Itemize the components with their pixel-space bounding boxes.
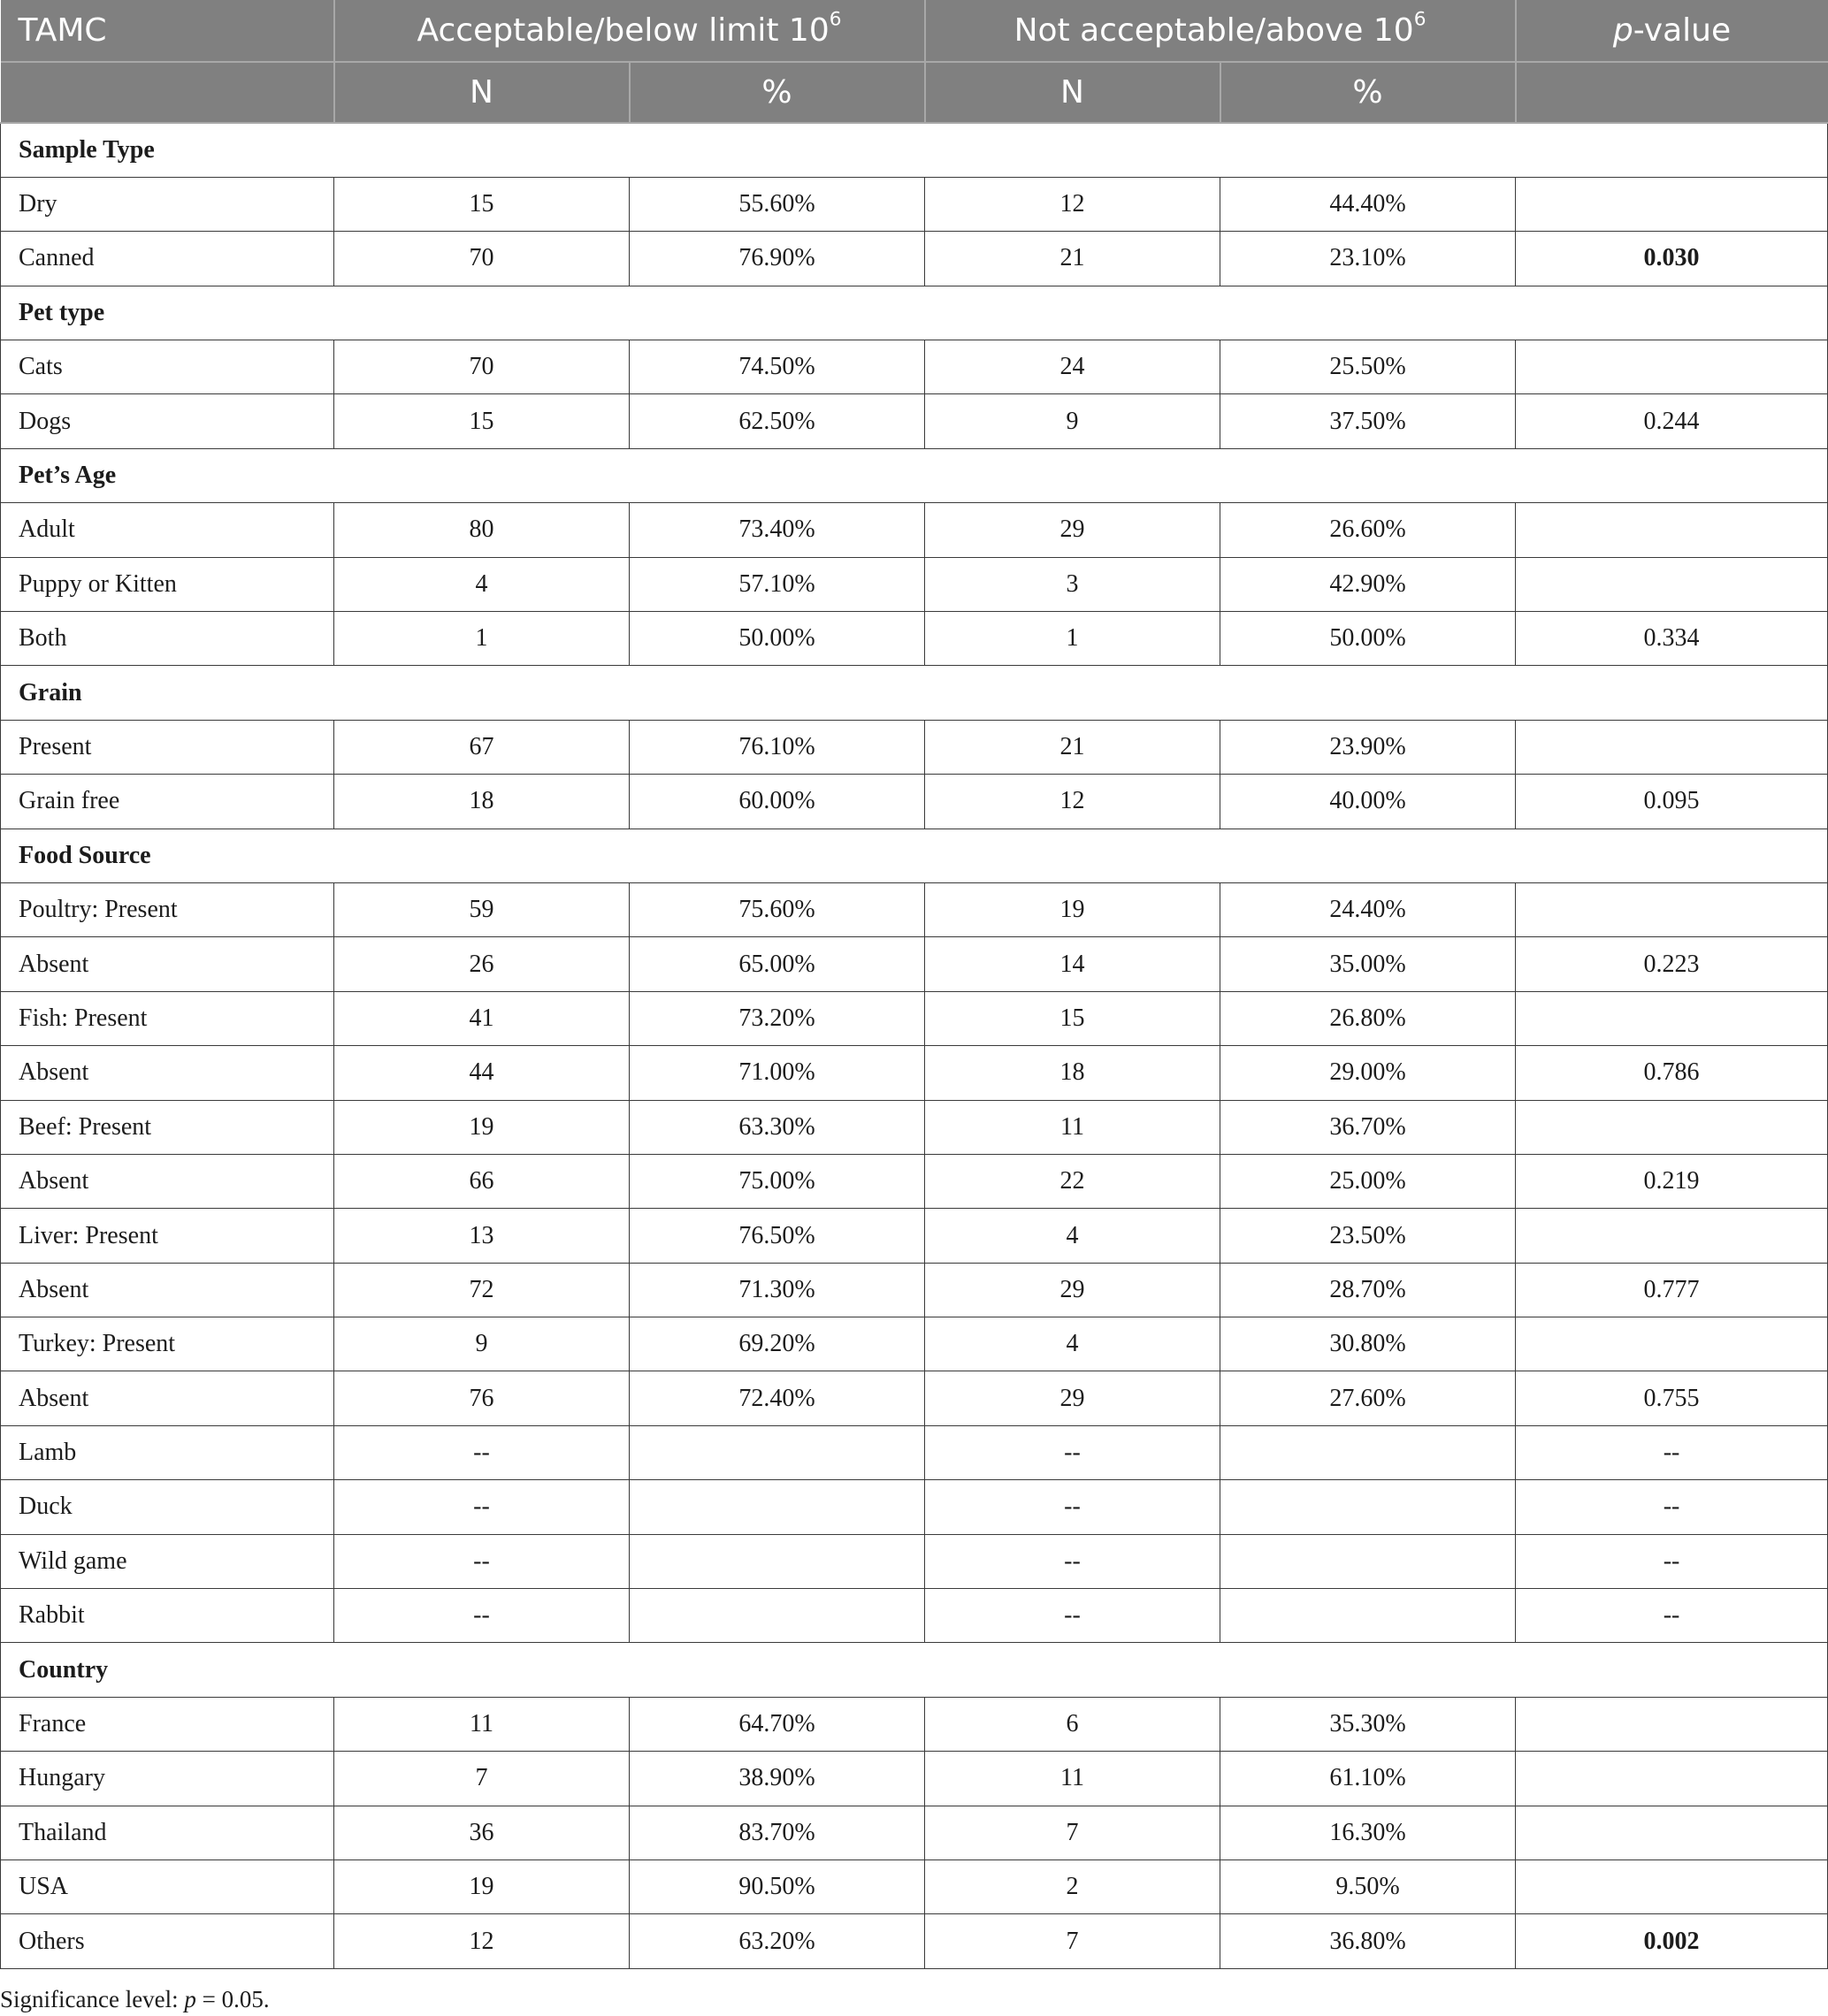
cell-acceptable-pct: 60.00% (630, 775, 925, 829)
cell-pvalue: -- (1516, 1425, 1828, 1479)
cell-not-acceptable-n: 14 (925, 937, 1220, 991)
cell-not-acceptable-pct: 28.70% (1220, 1263, 1516, 1317)
table-row (1, 232, 1828, 286)
cell-not-acceptable-pct: 61.10% (1220, 1752, 1516, 1806)
section-title: Food Source (1, 829, 1828, 882)
cell-acceptable-n: 70 (334, 340, 630, 394)
cell-acceptable-n: 44 (334, 1046, 630, 1100)
section-row (1, 829, 1828, 882)
cell-acceptable-pct: 73.40% (630, 503, 925, 557)
cell-not-acceptable-n: 29 (925, 503, 1220, 557)
cell-acceptable-n: 4 (334, 557, 630, 611)
cell-not-acceptable-pct: 37.50% (1220, 394, 1516, 448)
row-label: Grain free (1, 775, 334, 829)
cell-acceptable-n: 66 (334, 1154, 630, 1208)
table-row (1, 340, 1828, 394)
row-label: Rabbit (1, 1589, 334, 1643)
cell-not-acceptable-n: 21 (925, 720, 1220, 774)
table-row (1, 1697, 1828, 1751)
section-row (1, 1643, 1828, 1697)
cell-acceptable-n: 36 (334, 1806, 630, 1859)
cell-acceptable-pct: 73.20% (630, 991, 925, 1045)
row-label: Absent (1, 1154, 334, 1208)
cell-acceptable-n: 15 (334, 394, 630, 448)
header-acceptable-exponent: 6 (829, 8, 842, 31)
cell-acceptable-n: 72 (334, 1263, 630, 1317)
cell-pvalue: 0.219 (1516, 1154, 1828, 1208)
cell-acceptable-pct: 83.70% (630, 1806, 925, 1859)
cell-acceptable-n: 19 (334, 1100, 630, 1154)
row-label: Absent (1, 1046, 334, 1100)
table-row (1, 991, 1828, 1045)
cell-not-acceptable-pct: 23.50% (1220, 1209, 1516, 1263)
cell-not-acceptable-n: 29 (925, 1263, 1220, 1317)
header-sub-n2: N (925, 62, 1220, 123)
section-row (1, 666, 1828, 720)
cell-acceptable-n: -- (334, 1589, 630, 1643)
footnote-suffix: = 0.05. (195, 1986, 270, 2012)
cell-acceptable-pct: 75.00% (630, 1154, 925, 1208)
row-label: Puppy or Kitten (1, 557, 334, 611)
cell-acceptable-n: 26 (334, 937, 630, 991)
cell-pvalue (1516, 1100, 1828, 1154)
section-title: Grain (1, 666, 1828, 720)
header-pvalue (1516, 0, 1828, 62)
row-label: Cats (1, 340, 334, 394)
cell-not-acceptable-n: 12 (925, 775, 1220, 829)
table-row (1, 177, 1828, 231)
cell-not-acceptable-n: 7 (925, 1806, 1220, 1859)
row-label: Liver: Present (1, 1209, 334, 1263)
cell-not-acceptable-pct: 25.50% (1220, 340, 1516, 394)
header-not-acceptable (925, 0, 1516, 62)
cell-pvalue (1516, 1806, 1828, 1859)
cell-acceptable-n: 12 (334, 1914, 630, 1968)
cell-acceptable-pct: 50.00% (630, 612, 925, 666)
cell-not-acceptable-pct: 24.40% (1220, 882, 1516, 936)
cell-pvalue (1516, 340, 1828, 394)
cell-not-acceptable-pct: 23.90% (1220, 720, 1516, 774)
cell-not-acceptable-pct: 35.30% (1220, 1697, 1516, 1751)
cell-not-acceptable-pct: 36.70% (1220, 1100, 1516, 1154)
row-label: Canned (1, 232, 334, 286)
cell-pvalue: 0.095 (1516, 775, 1828, 829)
header-acceptable-label: Acceptable/below limit 10 (417, 12, 830, 49)
cell-acceptable-pct (630, 1425, 925, 1479)
header-sub-pct1: % (630, 62, 925, 123)
table-row (1, 1209, 1828, 1263)
cell-not-acceptable-pct: 42.90% (1220, 557, 1516, 611)
cell-not-acceptable-n: -- (925, 1480, 1220, 1534)
header-sub-empty-pvalue (1516, 62, 1828, 123)
header-pvalue-rest: -value (1633, 12, 1732, 49)
table-row (1, 1100, 1828, 1154)
table-row (1, 882, 1828, 936)
cell-not-acceptable-n: -- (925, 1589, 1220, 1643)
cell-not-acceptable-pct: 29.00% (1220, 1046, 1516, 1100)
row-label: Poultry: Present (1, 882, 334, 936)
cell-acceptable-n: 67 (334, 720, 630, 774)
section-row (1, 286, 1828, 340)
cell-pvalue (1516, 177, 1828, 231)
cell-acceptable-pct: 76.50% (630, 1209, 925, 1263)
cell-not-acceptable-n: 3 (925, 557, 1220, 611)
cell-pvalue: 0.030 (1516, 232, 1828, 286)
section-title: Country (1, 1643, 1828, 1697)
cell-acceptable-n: 19 (334, 1860, 630, 1914)
row-label: France (1, 1697, 334, 1751)
row-label: Absent (1, 1263, 334, 1317)
cell-not-acceptable-pct: 30.80% (1220, 1317, 1516, 1371)
cell-pvalue (1516, 720, 1828, 774)
table-row (1, 612, 1828, 666)
cell-acceptable-pct: 63.20% (630, 1914, 925, 1968)
cell-acceptable-n: 59 (334, 882, 630, 936)
cell-not-acceptable-n: 2 (925, 1860, 1220, 1914)
cell-pvalue (1516, 882, 1828, 936)
table-row (1, 1154, 1828, 1208)
section-row (1, 448, 1828, 502)
cell-acceptable-n: 13 (334, 1209, 630, 1263)
table-row (1, 557, 1828, 611)
table-row (1, 1914, 1828, 1968)
table-header (1, 0, 1828, 123)
cell-acceptable-n: 15 (334, 177, 630, 231)
cell-not-acceptable-pct: 44.40% (1220, 177, 1516, 231)
cell-not-acceptable-pct: 26.80% (1220, 991, 1516, 1045)
row-label: Dry (1, 177, 334, 231)
cell-acceptable-pct (630, 1534, 925, 1588)
cell-pvalue (1516, 991, 1828, 1045)
table-row (1, 775, 1828, 829)
table-row (1, 1480, 1828, 1534)
row-label: USA (1, 1860, 334, 1914)
cell-pvalue: -- (1516, 1589, 1828, 1643)
cell-not-acceptable-n: 4 (925, 1209, 1220, 1263)
table-row (1, 1317, 1828, 1371)
row-label: Wild game (1, 1534, 334, 1588)
row-label: Absent (1, 1371, 334, 1425)
cell-not-acceptable-n: 19 (925, 882, 1220, 936)
cell-not-acceptable-n: 15 (925, 991, 1220, 1045)
table-row (1, 1263, 1828, 1317)
cell-acceptable-pct: 76.90% (630, 232, 925, 286)
cell-not-acceptable-pct: 26.60% (1220, 503, 1516, 557)
cell-acceptable-pct: 64.70% (630, 1697, 925, 1751)
cell-pvalue (1516, 557, 1828, 611)
cell-acceptable-n: 41 (334, 991, 630, 1045)
cell-pvalue (1516, 1860, 1828, 1914)
cell-pvalue (1516, 1697, 1828, 1751)
row-label: Dogs (1, 394, 334, 448)
cell-not-acceptable-pct (1220, 1425, 1516, 1479)
table-row (1, 1534, 1828, 1588)
cell-acceptable-n: 9 (334, 1317, 630, 1371)
cell-not-acceptable-n: 29 (925, 1371, 1220, 1425)
header-not-acceptable-label: Not acceptable/above 10 (1013, 12, 1414, 49)
cell-acceptable-pct: 75.60% (630, 882, 925, 936)
cell-acceptable-n: 18 (334, 775, 630, 829)
cell-pvalue: -- (1516, 1534, 1828, 1588)
row-label: Others (1, 1914, 334, 1968)
cell-not-acceptable-n: 6 (925, 1697, 1220, 1751)
header-tamc: TAMC (1, 0, 334, 62)
cell-pvalue (1516, 1317, 1828, 1371)
header-pvalue-p: p (1612, 12, 1633, 49)
cell-acceptable-pct (630, 1480, 925, 1534)
cell-pvalue (1516, 1752, 1828, 1806)
table-body (1, 123, 1828, 1968)
cell-acceptable-pct: 72.40% (630, 1371, 925, 1425)
cell-acceptable-n: 11 (334, 1697, 630, 1751)
table-row (1, 720, 1828, 774)
cell-not-acceptable-pct: 16.30% (1220, 1806, 1516, 1859)
table-row (1, 1371, 1828, 1425)
footnote-p: p (184, 1986, 196, 2012)
section-title: Sample Type (1, 123, 1828, 177)
row-label: Hungary (1, 1752, 334, 1806)
section-title: Pet type (1, 286, 1828, 340)
section-title: Pet’s Age (1, 448, 1828, 502)
cell-acceptable-n: 76 (334, 1371, 630, 1425)
cell-pvalue: 0.002 (1516, 1914, 1828, 1968)
cell-not-acceptable-pct: 36.80% (1220, 1914, 1516, 1968)
cell-not-acceptable-pct: 40.00% (1220, 775, 1516, 829)
cell-not-acceptable-pct: 25.00% (1220, 1154, 1516, 1208)
cell-not-acceptable-n: 7 (925, 1914, 1220, 1968)
cell-acceptable-pct: 62.50% (630, 394, 925, 448)
table-row (1, 1046, 1828, 1100)
cell-not-acceptable-pct: 27.60% (1220, 1371, 1516, 1425)
table-row (1, 1752, 1828, 1806)
cell-not-acceptable-n: 9 (925, 394, 1220, 448)
cell-acceptable-pct: 63.30% (630, 1100, 925, 1154)
cell-pvalue (1516, 1209, 1828, 1263)
cell-not-acceptable-n: 11 (925, 1100, 1220, 1154)
cell-acceptable-n: 70 (334, 232, 630, 286)
header-sub-pct2: % (1220, 62, 1516, 123)
cell-pvalue: 0.755 (1516, 1371, 1828, 1425)
cell-acceptable-n: 80 (334, 503, 630, 557)
table-row (1, 503, 1828, 557)
cell-pvalue: 0.223 (1516, 937, 1828, 991)
header-sub-empty (1, 62, 334, 123)
cell-acceptable-n: -- (334, 1534, 630, 1588)
cell-pvalue (1516, 503, 1828, 557)
cell-not-acceptable-n: 22 (925, 1154, 1220, 1208)
row-label: Lamb (1, 1425, 334, 1479)
cell-acceptable-pct: 55.60% (630, 177, 925, 231)
cell-not-acceptable-n: 4 (925, 1317, 1220, 1371)
cell-acceptable-n: -- (334, 1425, 630, 1479)
cell-pvalue: 0.786 (1516, 1046, 1828, 1100)
cell-acceptable-n: 1 (334, 612, 630, 666)
table-row (1, 1589, 1828, 1643)
cell-acceptable-pct: 38.90% (630, 1752, 925, 1806)
row-label: Fish: Present (1, 991, 334, 1045)
cell-acceptable-pct: 90.50% (630, 1860, 925, 1914)
cell-acceptable-n: 7 (334, 1752, 630, 1806)
cell-not-acceptable-n: 11 (925, 1752, 1220, 1806)
table-row (1, 1425, 1828, 1479)
cell-acceptable-pct: 57.10% (630, 557, 925, 611)
cell-pvalue: 0.334 (1516, 612, 1828, 666)
cell-not-acceptable-n: 21 (925, 232, 1220, 286)
table-row (1, 394, 1828, 448)
table-row (1, 1806, 1828, 1859)
footnote (0, 1986, 270, 2013)
row-label: Present (1, 720, 334, 774)
row-label: Duck (1, 1480, 334, 1534)
row-label: Thailand (1, 1806, 334, 1859)
cell-not-acceptable-n: 24 (925, 340, 1220, 394)
row-label: Beef: Present (1, 1100, 334, 1154)
cell-not-acceptable-pct (1220, 1534, 1516, 1588)
cell-not-acceptable-pct: 50.00% (1220, 612, 1516, 666)
cell-not-acceptable-n: 1 (925, 612, 1220, 666)
header-not-acceptable-exponent: 6 (1413, 8, 1426, 31)
table-row (1, 1860, 1828, 1914)
row-label: Turkey: Present (1, 1317, 334, 1371)
row-label: Both (1, 612, 334, 666)
cell-acceptable-pct: 65.00% (630, 937, 925, 991)
cell-pvalue: -- (1516, 1480, 1828, 1534)
cell-pvalue: 0.244 (1516, 394, 1828, 448)
cell-not-acceptable-pct: 35.00% (1220, 937, 1516, 991)
section-row (1, 123, 1828, 177)
cell-acceptable-pct (630, 1589, 925, 1643)
header-sub-n1: N (334, 62, 630, 123)
cell-not-acceptable-pct: 9.50% (1220, 1860, 1516, 1914)
footnote-prefix: Significance level: (0, 1986, 185, 2012)
header-acceptable (334, 0, 925, 62)
cell-not-acceptable-pct (1220, 1480, 1516, 1534)
cell-pvalue: 0.777 (1516, 1263, 1828, 1317)
row-label: Absent (1, 937, 334, 991)
cell-acceptable-n: -- (334, 1480, 630, 1534)
row-label: Adult (1, 503, 334, 557)
cell-not-acceptable-n: -- (925, 1534, 1220, 1588)
cell-acceptable-pct: 71.00% (630, 1046, 925, 1100)
cell-not-acceptable-n: 12 (925, 177, 1220, 231)
cell-not-acceptable-n: 18 (925, 1046, 1220, 1100)
cell-acceptable-pct: 74.50% (630, 340, 925, 394)
cell-not-acceptable-n: -- (925, 1425, 1220, 1479)
cell-not-acceptable-pct (1220, 1589, 1516, 1643)
cell-not-acceptable-pct: 23.10% (1220, 232, 1516, 286)
cell-acceptable-pct: 71.30% (630, 1263, 925, 1317)
cell-acceptable-pct: 69.20% (630, 1317, 925, 1371)
table-row (1, 937, 1828, 991)
cell-acceptable-pct: 76.10% (630, 720, 925, 774)
